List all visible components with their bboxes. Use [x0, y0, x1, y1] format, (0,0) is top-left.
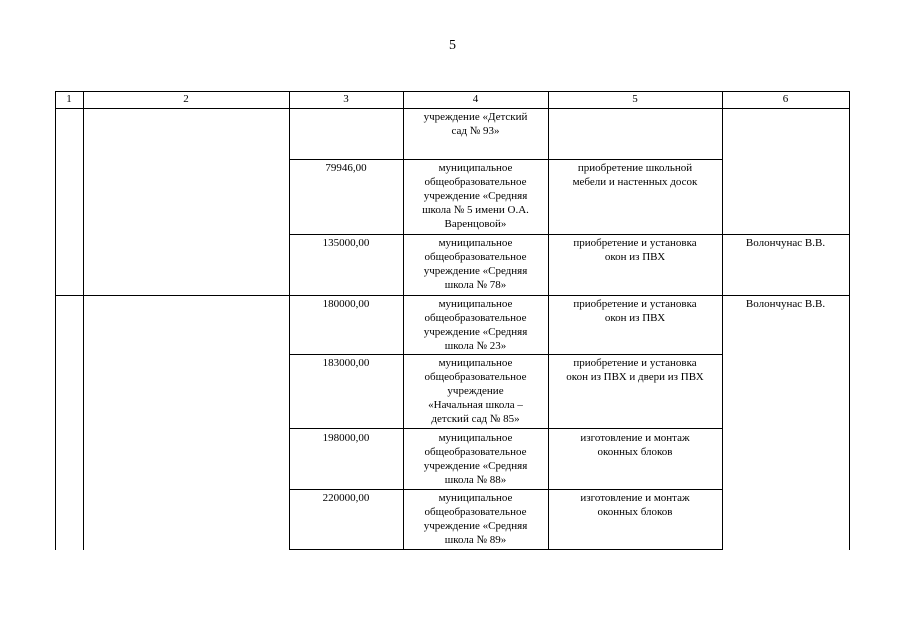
recipient-cell: муниципальное общеобразовательное учреждение «Начальная школа – детский сад № 85» — [424, 357, 527, 425]
row-divider — [289, 428, 723, 429]
header-col-3: 3 — [343, 93, 349, 105]
row-divider — [289, 159, 723, 160]
recipient-cell: муниципальное общеобразовательное учреждение «Средняя школа № 88» — [423, 432, 528, 486]
header-col-6: 6 — [782, 93, 789, 105]
header-bottom-border — [55, 108, 850, 109]
amount-cell: 180000,00 — [322, 298, 370, 310]
col-border — [55, 91, 56, 550]
amount-cell: 79946,00 — [325, 162, 367, 174]
header-col-5: 5 — [632, 93, 638, 105]
recipient-cell: муниципальное общеобразовательное учреждение «Средняя школа № 23» — [423, 298, 528, 352]
purpose-cell: приобретение школьной мебели и настенных досок — [572, 162, 698, 188]
col-border — [722, 91, 723, 550]
row-divider — [289, 549, 723, 550]
amount-cell: 198000,00 — [322, 432, 370, 444]
row-divider — [55, 295, 850, 296]
responsible-cell: Волончунас В.В. — [745, 298, 826, 310]
amount-cell: 183000,00 — [322, 357, 370, 369]
page-number: 5 — [449, 38, 456, 53]
header-col-4: 4 — [472, 93, 479, 105]
purpose-cell: изготовление и монтаж оконных блоков — [580, 432, 690, 458]
col-border — [83, 91, 84, 550]
responsible-cell: Волончунас В.В. — [745, 237, 826, 249]
header-col-1: 1 — [66, 93, 72, 105]
col-border — [289, 91, 290, 550]
header-col-2: 2 — [183, 93, 189, 105]
row-divider — [289, 489, 723, 490]
row-divider — [289, 234, 850, 235]
row-divider — [289, 354, 723, 355]
purpose-cell: приобретение и установка окон из ПВХ — [573, 298, 697, 324]
recipient-cell: муниципальное общеобразовательное учреждение «Средняя школа № 89» — [423, 492, 528, 546]
purpose-cell: приобретение и установка окон из ПВХ — [573, 237, 697, 263]
col-border — [849, 91, 850, 550]
purpose-cell: изготовление и монтаж оконных блоков — [580, 492, 690, 518]
recipient-cell: учреждение «Детский сад № 93» — [423, 111, 528, 137]
amount-cell: 220000,00 — [322, 492, 370, 504]
amount-cell: 135000,00 — [322, 237, 370, 249]
recipient-cell: муниципальное общеобразовательное учреждение «Средняя школа № 78» — [423, 237, 528, 291]
recipient-cell: муниципальное общеобразовательное учреждение «Средняя школа № 5 имени О.А. Варенцовой» — [422, 162, 529, 230]
purpose-cell: приобретение и установка окон из ПВХ и двери из ПВХ — [566, 357, 704, 383]
